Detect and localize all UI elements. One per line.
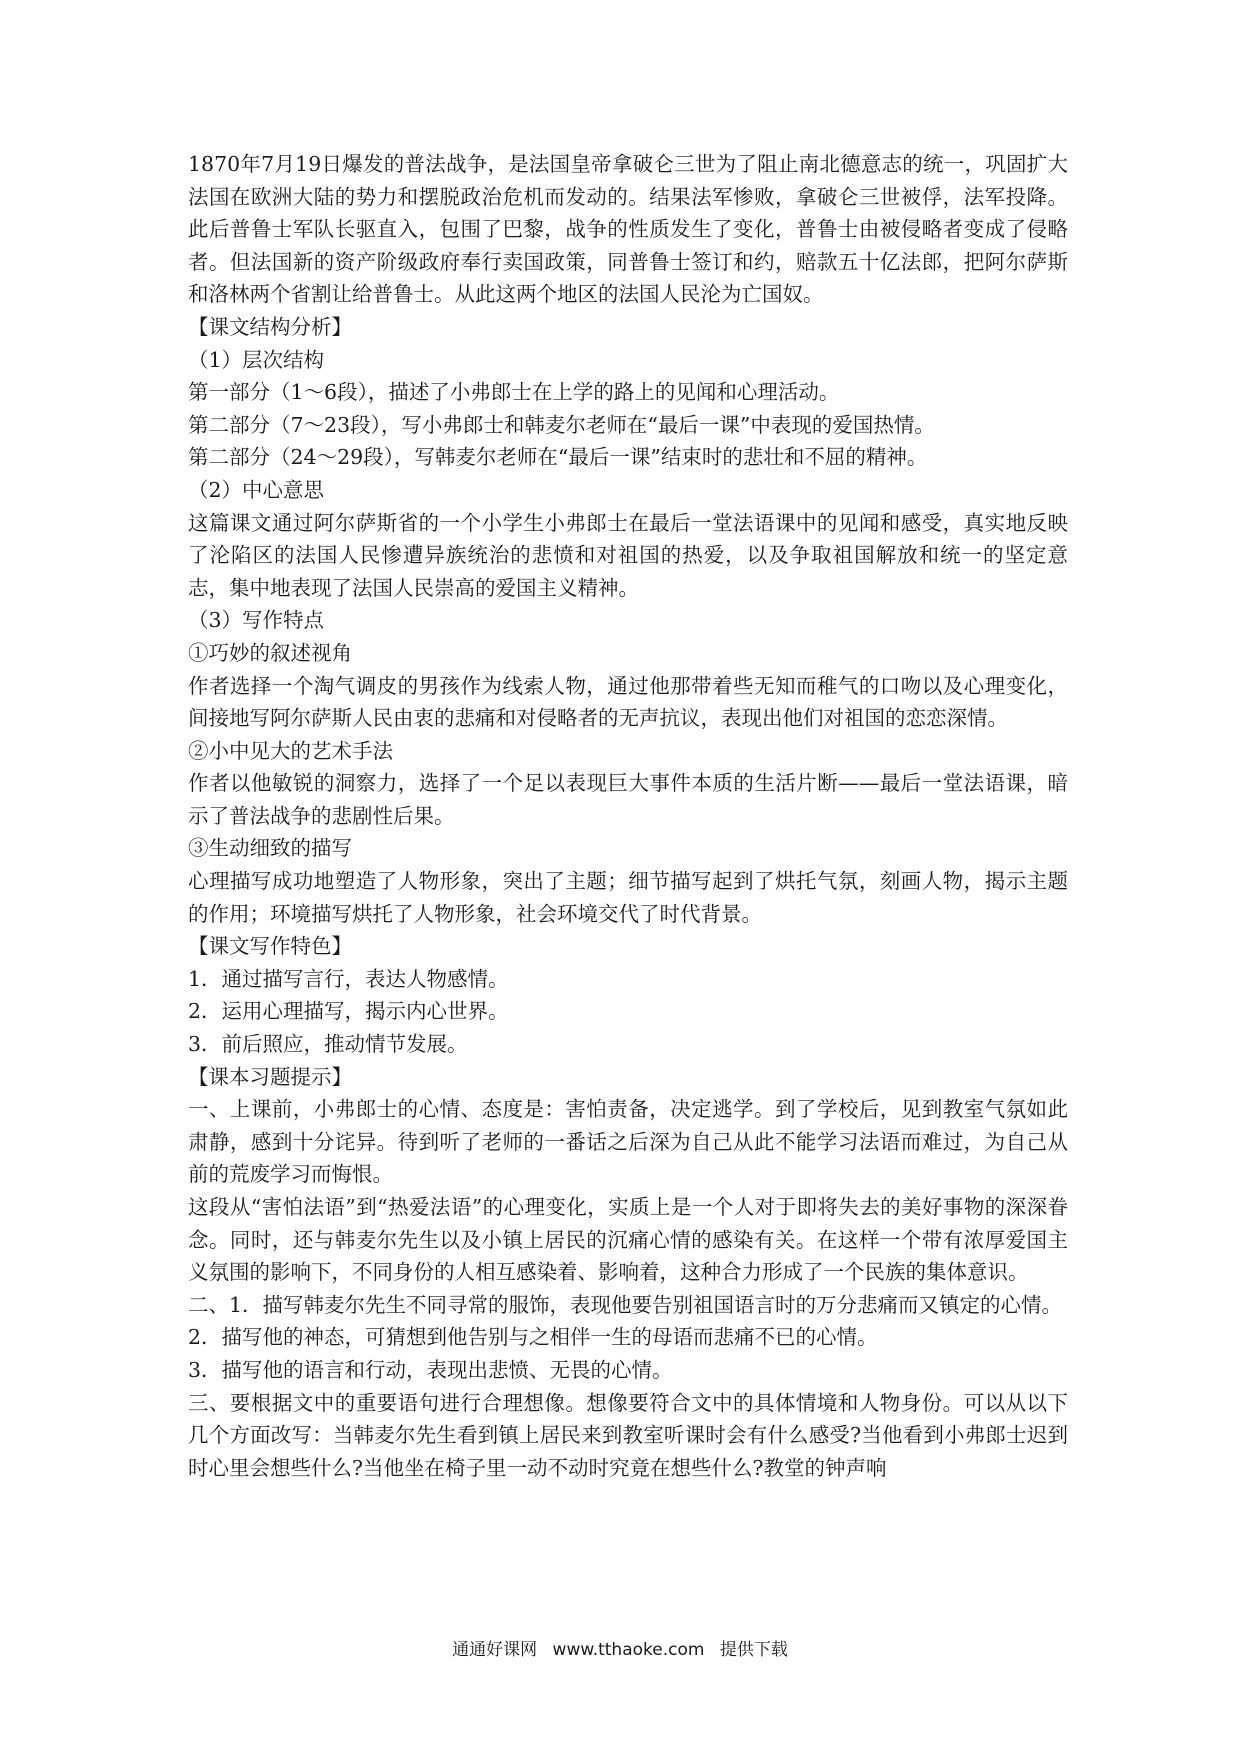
trait-one: 1．通过描写言行，表达人物感情。 xyxy=(188,966,509,991)
central-paragraph: 这篇课文通过阿尔萨斯省的一个小学生小弗郎士在最后一堂法语课中的见闻和感受，真实地反映了沦陷区的法国人民惨遭异族统治的悲愤和对祖国的热爱，以及争取祖国解放和统一的坚定意志，集中地表现了法国人民崇高的爱国主义精神。 xyxy=(188,510,1068,600)
section-heading-traits: 【课文写作特色】 xyxy=(188,934,352,959)
feature-three-title: ③生动细致的描写 xyxy=(188,836,352,861)
part-two: 第二部分（7～23段），写小弗郎士和韩麦尔老师在“最后一课”中表现的爱国热情。 xyxy=(188,412,935,437)
subheading-layers: （1）层次结构 xyxy=(188,347,325,372)
feature-one-paragraph: 作者选择一个淘气调皮的男孩作为线索人物，通过他那带着些无知而稚气的口吻以及心理变化，间接地写阿尔萨斯人民由衷的悲痛和对侵略者的无声抗议，表现出他们对祖国的恋恋深情。 xyxy=(188,673,1068,731)
exercise-two-item-three: 3．描写他的语言和行动，表现出悲愤、无畏的心情。 xyxy=(188,1357,673,1382)
document-page xyxy=(188,148,1068,1484)
footer-site-name: 通通好课网 xyxy=(452,1640,538,1660)
page-footer xyxy=(0,1639,1240,1661)
section-heading-structure: 【课文结构分析】 xyxy=(188,314,352,339)
feature-three-paragraph: 心理描写成功地塑造了人物形象，突出了主题；细节描写起到了烘托气氛，刻画人物，揭示主题的作用；环境描写烘托了人物形象，社会环境交代了时代背景。 xyxy=(188,869,1068,926)
subheading-writing: （3）写作特点 xyxy=(188,608,325,633)
trait-three: 3．前后照应，推动情节发展。 xyxy=(188,1032,468,1057)
feature-two-title: ②小中见大的艺术手法 xyxy=(188,738,393,763)
footer-url: www.tthaoke.com xyxy=(552,1640,705,1660)
exercise-one-paragraph-2: 这段从“害怕法语”到“热爱法语”的心理变化，实质上是一个人对于即将失去的美好事物的深深眷念。同时，还与韩麦尔先生以及小镇上居民的沉痛心情的感染有关。在这样一个带有浓厚爱国主义氛围的影响下，不同身份的人相互感染着、影响着，这种合力形成了一个民族的集体意识。 xyxy=(188,1195,1068,1285)
subheading-central: （2）中心意思 xyxy=(188,477,325,502)
feature-two-paragraph: 作者以他敏锐的洞察力，选择了一个足以表现巨大事件本质的生活片断——最后一堂法语课，暗示了普法战争的悲剧性后果。 xyxy=(188,771,1068,828)
section-heading-exercises: 【课本习题提示】 xyxy=(188,1064,352,1089)
trait-two: 2．运用心理描写，揭示内心世界。 xyxy=(188,999,509,1024)
background-paragraph: 1870年7月19日爆发的普法战争，是法国皇帝拿破仑三世为了阻止南北德意志的统一，巩固扩大法国在欧洲大陆的势力和摆脱政治危机而发动的。结果法军惨败，拿破仑三世被俘，法军投降。此后普鲁士军队长驱直入，包围了巴黎，战争的性质发生了变化，普鲁士由被侵略者变成了侵略者。但法国新的资产阶级政府奉行卖国政策，同普鲁士签订和约，赔款五十亿法郎，把阿尔萨斯和洛林两个省割让给普鲁士。从此这两个地区的法国人民沦为亡国奴。 xyxy=(188,152,1068,307)
footer-suffix: 提供下载 xyxy=(719,1640,788,1660)
exercise-two-item-one: 二、1．描写韩麦尔先生不同寻常的服饰，表现他要告别祖国语言时的万分悲痛而又镇定的心情。 xyxy=(188,1292,1063,1317)
part-one: 第一部分（1～6段），描述了小弗郎士在上学的路上的见闻和心理活动。 xyxy=(188,380,840,405)
part-three: 第二部分（24～29段），写韩麦尔老师在“最后一课”结束时的悲壮和不屈的精神。 xyxy=(188,445,928,470)
exercise-two-item-two: 2．描写他的神态，可猜想到他告别与之相伴一生的母语而悲痛不已的心情。 xyxy=(188,1325,878,1350)
feature-one-title: ①巧妙的叙述视角 xyxy=(188,640,352,665)
exercise-one-paragraph: 一、上课前，小弗郎士的心情、态度是：害怕责备，决定逃学。到了学校后，见到教室气氛如此肃静，感到十分诧异。待到听了老师的一番话之后深为自己从此不能学习法语而难过，为自己从前的荒废学习而悔恨。 xyxy=(188,1097,1068,1187)
exercise-three-paragraph: 三、要根据文中的重要语句进行合理想像。想像要符合文中的具体情境和人物身份。可以从以下几个方面改写：当韩麦尔先生看到镇上居民来到教室听课时会有什么感受?当他看到小弗郎士迟到时心里会想些什么?当他坐在椅子里一动不动时究竟在想些什么?教堂的钟声响 xyxy=(188,1390,1068,1480)
